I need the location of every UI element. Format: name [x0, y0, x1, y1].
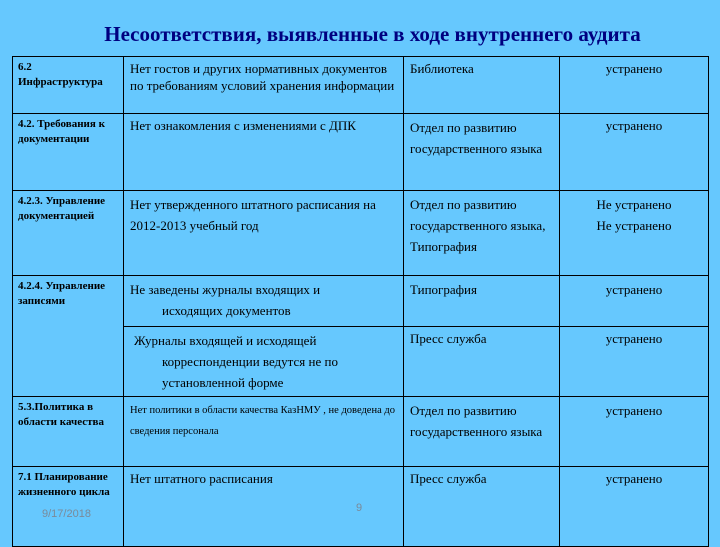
responsible-cell: Отдел по развитию государственного языка [404, 397, 560, 467]
table-row [13, 114, 709, 191]
slide-date: 9/17/2018 [42, 508, 91, 520]
table-row [13, 57, 709, 114]
responsible-cell: Пресс служба [404, 327, 560, 397]
table-row [13, 397, 709, 467]
clause-cell: 4.2.3. Управление документацией [13, 191, 124, 276]
finding-cell: Нет политики в области качества КазНМУ , не доведена до сведения персонала [124, 397, 404, 467]
table-row [13, 191, 709, 276]
clause-cell: 4.2. Требования к документации [13, 114, 124, 191]
finding-cell: Нет ознакомления с изменениями с ДПК [124, 114, 404, 191]
responsible-cell: Библиотека [404, 57, 560, 114]
page-title: Несоответствия, выявленные в ходе внутреннего аудита [104, 22, 641, 46]
status-cell: устранено [560, 327, 709, 397]
finding-cell: Нет штатного расписания [124, 467, 404, 547]
finding-cell [124, 327, 404, 397]
status-text: Не устранено [596, 197, 672, 212]
audit-table [12, 56, 709, 547]
finding-text: Журналы входящей и исходящей [134, 333, 317, 348]
table-row [13, 276, 709, 327]
status-cell: устранено [560, 57, 709, 114]
status-cell: устранено [560, 276, 709, 327]
status-cell: устранено [560, 114, 709, 191]
clause-cell: 7.1 Планирование жизненного цикла [13, 467, 124, 547]
responsible-cell: Отдел по развитию государственного языка [404, 114, 560, 191]
finding-text: Не заведены журналы входящих и [130, 282, 321, 297]
slide-number: 9 [356, 502, 363, 514]
status-cell [560, 191, 709, 276]
finding-cell [124, 276, 404, 327]
clause-cell: 5.3.Политика в области качества [13, 397, 124, 467]
clause-cell: 6.2 Инфраструктура [13, 57, 124, 114]
responsible-cell: Типография [404, 276, 560, 327]
clause-cell: 4.2.4. Управление записями [13, 276, 124, 397]
responsible-cell: Отдел по развитию государственного языка, Типография [404, 191, 560, 276]
status-cell: устранено [560, 467, 709, 547]
finding-cell: Нет утвержденного штатного расписания на 2012-2013 учебный год [124, 191, 404, 276]
finding-cell: Нет гостов и других нормативных документов по требованиям условий хранения информации [124, 57, 404, 114]
status-text: Не устранено [596, 218, 672, 233]
status-cell: устранено [560, 397, 709, 467]
finding-text: исходящих документов [162, 303, 291, 318]
responsible-cell: Пресс служба [404, 467, 560, 547]
finding-text: корреспонденции ведутся не по установленной форме [162, 354, 338, 390]
